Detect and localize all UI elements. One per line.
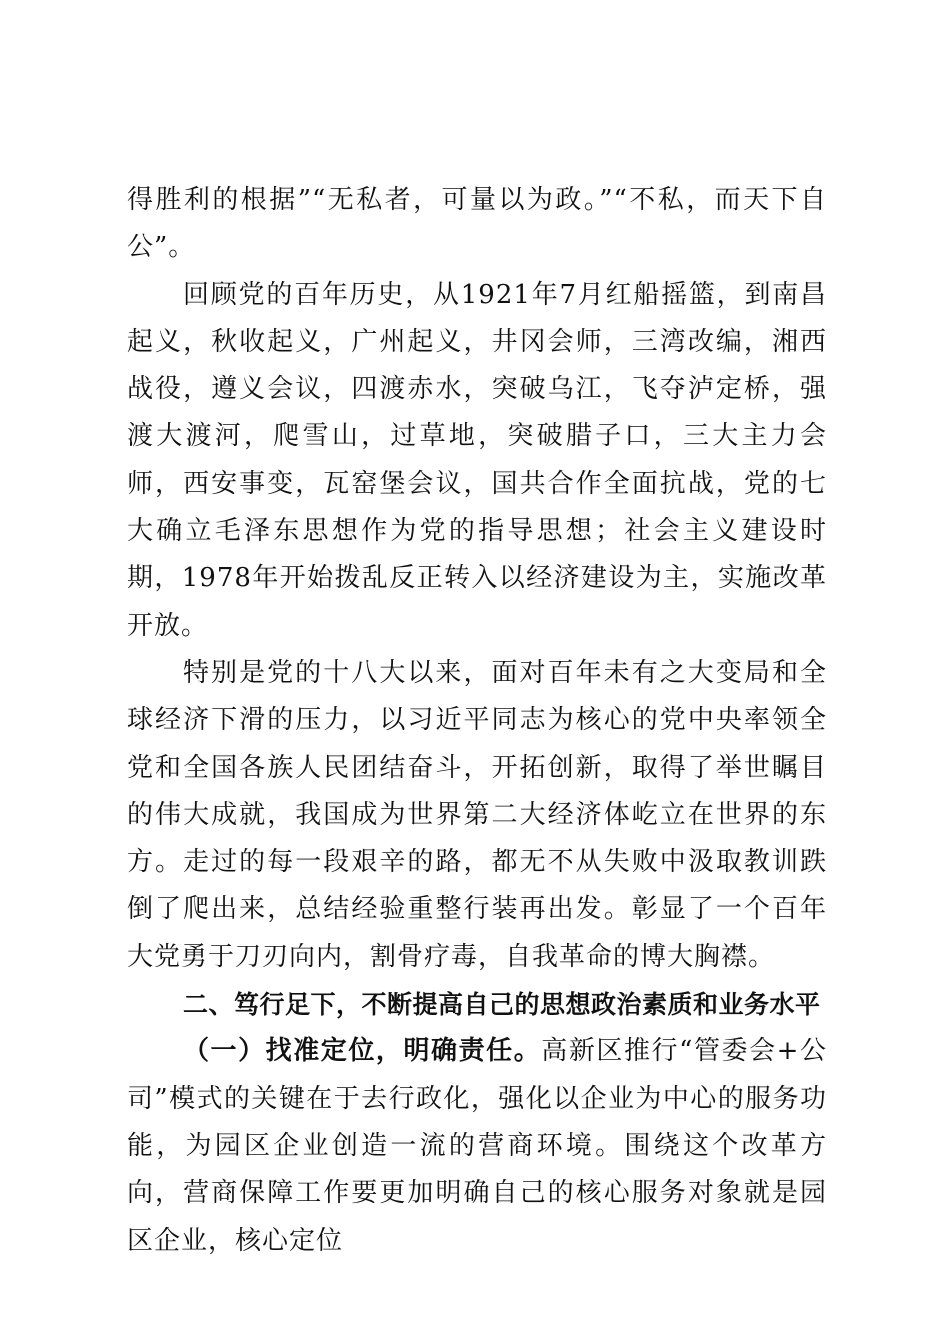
subsection-lead: （一）找准定位，明确责任。 [183, 1036, 542, 1067]
paragraph-continuation: 得胜利的根据”“无私者，可量以为政。”“不私，而天下自公”。 [127, 185, 827, 263]
subsection-text: 高新区推行“管委会+公司”模式的关键在于去行政化，强化以企业为中心的服务功能，为园区企业创造一流的营商环境。围绕这个改革方向，营商保障工作要更加明确自己的核心服务对象就是园区企业，核心定位 [127, 1036, 827, 1256]
paragraph-party-history: 回顾党的百年历史，从1921年7月红船摇篮，到南昌起义，秋收起义，广州起义，井冈会师，三湾改编，湘西战役，遵义会议，四渡赤水，突破乌江，飞夺泸定桥，强渡大渡河，爬雪山，过草地，突破腊子口，三大主力会师，西安事变，瓦窑堡会议，国共合作全面抗战，党的七大确立毛泽东思想作为党的指导思想；社会主义建设时期，1978年开始拨乱反正转入以经济建设为主，实施改革开放。 [127, 279, 827, 641]
document-body [127, 177, 827, 1265]
paragraph-positioning [127, 1028, 827, 1264]
paragraph-eighteenth-congress: 特别是党的十八大以来，面对百年未有之大变局和全球经济下滑的压力，以习近平同志为核心的党中央率领全党和全国各族人民团结奋斗，开拓创新，取得了举世瞩目的伟大成就，我国成为世界第二大经济体屹立在世界的东方。走过的每一段艰辛的路，都无不从失败中汲取教训跌倒了爬出来，总结经验重整行装再出发。彰显了一个百年大党勇于刀刃向内，割骨疗毒，自我革命的博大胸襟。 [127, 657, 827, 972]
section-heading: 二、笃行足下，不断提高自己的思想政治素质和业务水平 [183, 990, 821, 1020]
